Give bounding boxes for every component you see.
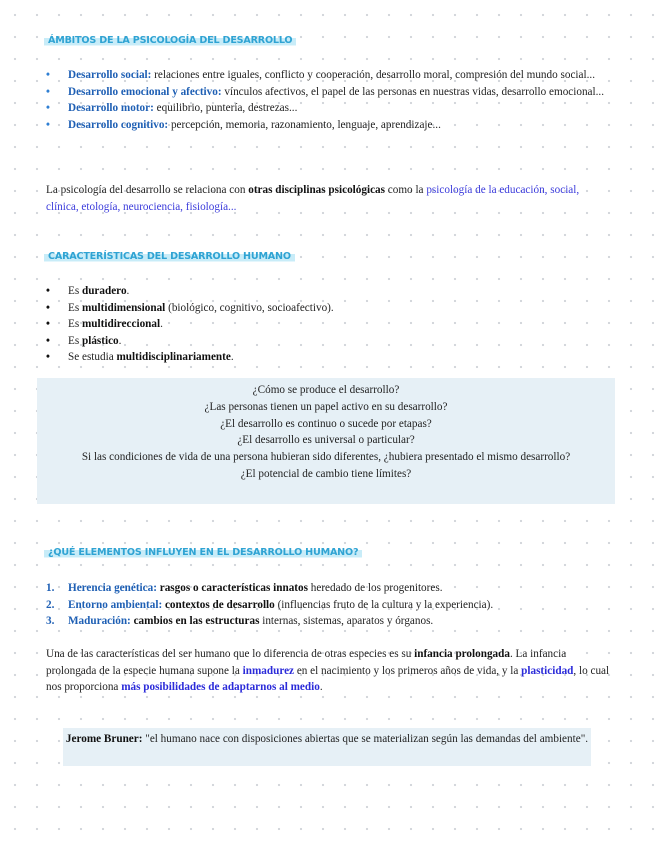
list-item: • Es multidireccional. bbox=[46, 316, 616, 333]
list-item: • Desarrollo emocional y afectivo: vínculos afectivos, el papel de las personas en nuestras vidas, desarrollo emocional... bbox=[46, 84, 616, 101]
section-ambitos-heading: ÁMBITOS DE LA PSICOLOGÍA DEL DESARROLLO bbox=[44, 34, 296, 47]
questions-box bbox=[37, 378, 615, 504]
disciplinas-links[interactable]: psicología de la educación, social, clínica, etología, neurociencia, fisiología... bbox=[46, 184, 580, 213]
list-item: • Se estudia multidisciplinariamente. bbox=[46, 349, 616, 366]
elementos-list bbox=[46, 580, 616, 630]
list-item: • Es duradero. bbox=[46, 283, 616, 300]
question-text: ¿El desarrollo es continuo o sucede por etapas? bbox=[220, 417, 432, 430]
list-item: 3. Maduración: cambios en las estructuras internas, sistemas, aparatos y órganos. bbox=[46, 615, 434, 628]
list-item: 2. Entorno ambiental: contextos de desarrollo (influencias fruto de la cultura y la experiencia). bbox=[46, 598, 494, 611]
infancia-paragraph: Una de las características del ser humano que lo diferencia de otras especies es su infancia prolongada. La infancia prolongada de la especie humana supone la inmadurez en el nacimiento y los primeros años de vida, y la plasticidad, lo cual nos proporciona más posibilidades de adaptarnos al medio. bbox=[46, 648, 610, 694]
question-text: Si las condiciones de vida de una persona hubieran sido diferentes, ¿hubiera presentado el mismo desarrollo? bbox=[81, 451, 571, 464]
ambitos-list bbox=[46, 67, 616, 133]
bruner-quote: Jerome Bruner: "el humano nace con disposiciones abiertas que se materializan según las demandas del ambiente". bbox=[63, 728, 591, 766]
list-item: 1. Herencia genética: rasgos o características innatos heredado de los progenitores. bbox=[46, 582, 443, 594]
list-item: • Es multidimensional (biológico, cognitivo, socioafectivo). bbox=[46, 300, 616, 317]
list-item: • Es plástico. bbox=[46, 333, 616, 350]
list-item: • Desarrollo social: relaciones entre iguales, conflicto y cooperación, desarrollo moral, compresión del mundo social... bbox=[46, 67, 616, 84]
question-text: ¿Las personas tienen un papel activo en su desarrollo? bbox=[204, 400, 448, 413]
list-item: • Desarrollo cognitivo: percepción, memoria, razonamiento, lenguaje, aprendizaje... bbox=[46, 117, 616, 134]
caracteristicas-list bbox=[46, 283, 616, 366]
disciplinas-paragraph: La psicología del desarrollo se relaciona con otras disciplinas psicológicas como la psicología de la educación, social, clínica, etología, neurociencia, fisiología... bbox=[46, 184, 580, 213]
question-text: ¿El potencial de cambio tiene límites? bbox=[240, 467, 412, 480]
list-item: • Desarrollo motor: equilibrio, puntería, destrezas... bbox=[46, 100, 616, 117]
section-elementos-heading: ¿QUÉ ELEMENTOS INFLUYEN EN EL DESARROLLO HUMANO? bbox=[44, 546, 362, 559]
section-caracteristicas-heading: CARACTERÍSTICAS DEL DESARROLLO HUMANO bbox=[44, 250, 295, 263]
question-text: ¿El desarrollo es universal o particular? bbox=[237, 434, 415, 447]
question-text: ¿Cómo se produce el desarrollo? bbox=[252, 384, 400, 396]
